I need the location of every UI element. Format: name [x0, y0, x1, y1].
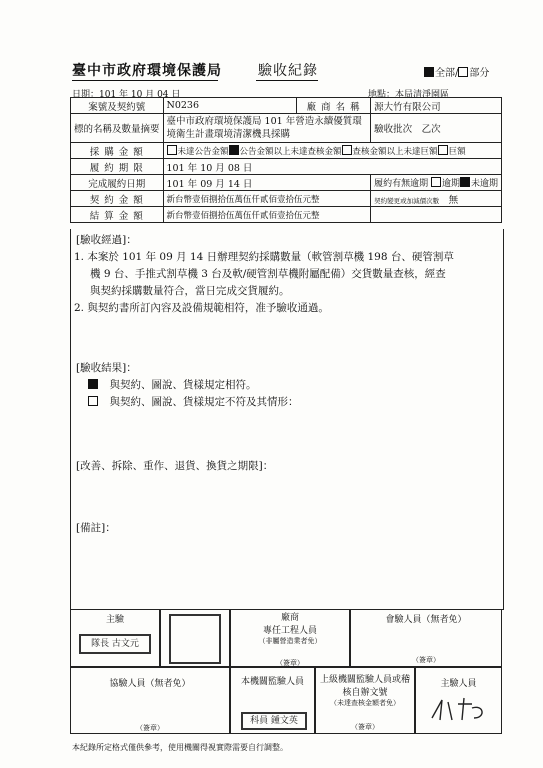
purchase-options	[163, 143, 501, 159]
deadline-value: 101 年 10 月 08 日	[163, 159, 501, 175]
settle-amount-label: 結 算 金 額	[71, 207, 164, 223]
purchase-opt1: 未達公告金額	[177, 146, 229, 157]
change-cell	[371, 191, 502, 207]
upper-cell	[315, 667, 415, 734]
agency-title: 臺中市政府環境保護局	[72, 63, 222, 79]
purchase-opt4-checkbox	[438, 145, 448, 155]
record-date: 日期：101 年 10 月 04 日	[72, 90, 181, 100]
purchase-opt2-checkbox	[229, 145, 239, 155]
batch-label: 驗收批次	[374, 124, 413, 135]
remark-title: [備註]：	[76, 522, 116, 534]
process-p1-line1: 1. 本案於 101 年 09 月 14 日辦理契約採購數量（軟管割草機 198 台、硬管割草	[74, 251, 454, 263]
overdue-yes: 逾期	[441, 179, 460, 189]
result-nonconforms-checkbox	[88, 396, 98, 406]
deadline-label: 履 約 期 限	[71, 159, 164, 175]
item-label: 標的名稱及數量摘要	[71, 114, 164, 143]
complete-label: 完成履約日期	[71, 175, 164, 191]
purchase-opt2: 公告金額以上未達查核金額	[239, 146, 342, 157]
scope-partial-checkbox	[458, 67, 468, 77]
witness-label: 會驗人員（無者免）	[385, 615, 467, 625]
settle-empty-cell	[371, 207, 502, 223]
overdue-no: 未逾期	[470, 179, 498, 189]
purchase-label: 採 購 金 額	[71, 143, 164, 159]
witness-cell	[350, 609, 502, 667]
purchase-opt1-checkbox	[167, 145, 177, 155]
purchase-opt4: 巨額	[448, 146, 466, 157]
change-value: 無	[448, 194, 459, 206]
upper-sign-note: （簽章）	[351, 723, 379, 731]
signature-block	[70, 609, 502, 734]
supervisor-stamp: 科員 鍾文英	[241, 712, 307, 730]
record-location: 地點：本局清淨園區	[368, 90, 450, 100]
complete-value: 101 年 09 月 14 日	[163, 175, 371, 191]
assist-cell	[70, 667, 230, 734]
record-header-table	[70, 97, 502, 223]
witness-sign-note: （簽章）	[412, 656, 440, 664]
chair-label: 主驗	[105, 615, 124, 625]
result-conforms-text: 與契約、圖說、貨樣規定相符。	[109, 379, 257, 391]
form-title: 驗收紀錄	[258, 63, 318, 79]
footer-note: 本紀錄所定格式僅供參考，使用機關得視實際需要自行調整。	[72, 743, 288, 752]
result-title: [驗收結果]：	[76, 362, 137, 374]
result-nonconforms	[88, 394, 299, 411]
overdue-no-checkbox	[460, 177, 470, 187]
contract-amount: 新台幣壹佰捌拾伍萬伍仟貳佰壹拾伍元整	[163, 191, 371, 207]
vendor-seal-cell	[160, 609, 230, 667]
process-title: [驗收經過]：	[76, 234, 137, 246]
inspector-signature	[428, 694, 490, 724]
upper-note: （未達查核金額者免）	[330, 699, 400, 707]
batch-value: 乙次	[421, 124, 441, 135]
result-conforms	[88, 377, 257, 394]
vendor-seal	[169, 614, 221, 664]
contract-amount-label: 契 約 金 額	[71, 191, 164, 207]
fix-deadline-title: [改善、拆除、重作、退貨、換貨之期限]：	[76, 460, 274, 472]
process-p2: 2. 與契約書所訂內容及設備規範相符，准予驗收通過。	[74, 302, 329, 314]
vendor-engineer-cell	[230, 609, 350, 667]
overdue-yes-checkbox	[431, 177, 441, 187]
process-p1-line2: 機 9 台、手推式割草機 3 台及軟/硬管割草機附屬配備）交貨數量查核，經查	[90, 268, 446, 280]
change-label: 契約變更或加減價次數	[374, 196, 440, 205]
scope-all-label: 全部	[435, 68, 455, 79]
vendor-name: 源大竹有限公司	[371, 98, 502, 114]
chair-cell	[70, 609, 160, 667]
purchase-opt3: 查核金額以上未達巨額	[352, 146, 438, 157]
result-conforms-checkbox	[88, 379, 98, 389]
case-no-label: 案號及契約號	[71, 98, 164, 114]
item-summary: 臺中市政府環境保護局 101 年營造永續優質環境衛生計畫環境清潔機具採購	[163, 114, 371, 143]
case-no: N0236	[163, 98, 297, 114]
purchase-opt3-checkbox	[342, 145, 352, 155]
vendor-label: 廠商	[280, 613, 299, 623]
engineer-note: （非屬營造業者免）	[258, 637, 322, 645]
settle-amount: 新台幣壹佰捌拾伍萬伍仟貳佰壹拾伍元整	[163, 207, 371, 223]
vendor-label: 廠 商 名 稱	[297, 98, 371, 114]
form-title-underline	[256, 80, 318, 81]
result-nonconforms-text: 與契約、圖說、貨樣規定不符及其情形：	[109, 396, 299, 408]
inspector-label: 主驗人員	[440, 679, 477, 689]
scope-partial-label: 部分	[469, 68, 490, 79]
assist-sign-note: （簽章）	[136, 724, 164, 732]
batch-cell	[371, 114, 502, 143]
inspector-cell	[415, 667, 502, 734]
chair-stamp: 隊長 古文元	[79, 634, 151, 654]
supervisor-label: 本機關監驗人員	[240, 677, 304, 687]
engineer-label: 專任工程人員	[262, 626, 317, 636]
engineer-sign-note: （簽章）	[276, 659, 304, 667]
process-p1-line3: 與契約採購數量符合，當日完成交貨履約。	[90, 285, 290, 297]
scope-all-checkbox	[424, 67, 434, 77]
assist-label: 協驗人員（無者免）	[109, 679, 191, 689]
upper-label: 上級機關監驗人員或稽核自辦文號	[320, 675, 411, 698]
supervisor-cell	[230, 667, 315, 734]
title-underline	[72, 80, 218, 81]
overdue-cell	[371, 175, 502, 191]
scope-selector: 全部/ 部分	[424, 64, 489, 79]
overdue-label: 履約有無逾期	[374, 179, 429, 189]
